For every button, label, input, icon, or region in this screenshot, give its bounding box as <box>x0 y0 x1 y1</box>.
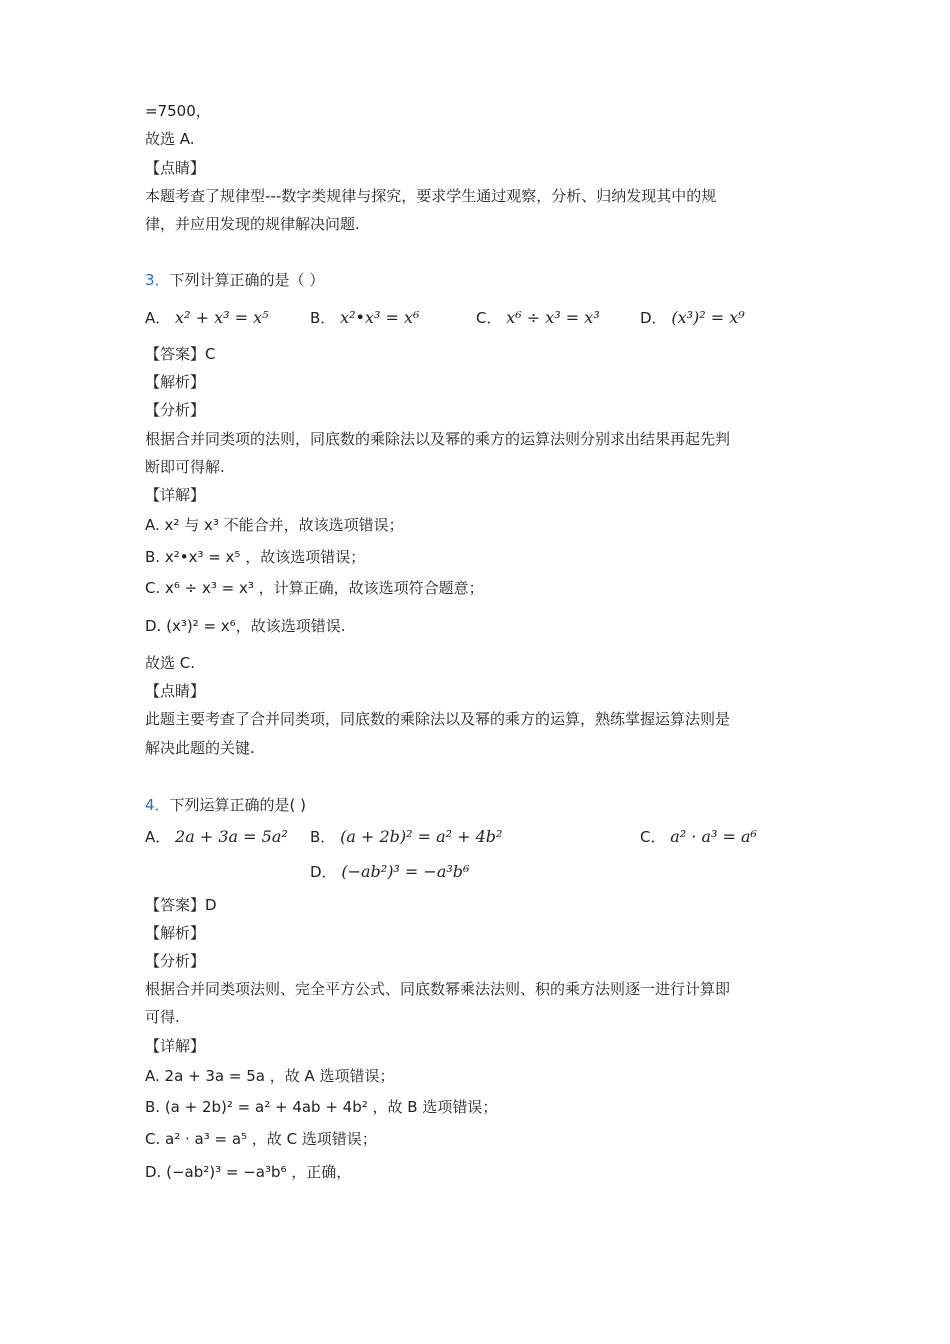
comment-tag: 【点睛】 <box>145 159 206 177</box>
fenxi-text: 断即可得解. <box>145 458 225 476</box>
option-formula: (a + 2b)² = a² + 4b² <box>340 827 503 846</box>
choose-line: 故选 C. <box>145 654 196 672</box>
option-d <box>640 306 745 330</box>
comment-text: 此题主要考查了合并同类项，同底数的乘除法以及幂的乘方的运算，熟练掌握运算法则是 <box>145 710 731 728</box>
option-label: A． <box>145 309 171 327</box>
option-b <box>310 306 419 330</box>
comment-text: 解决此题的关键. <box>145 739 255 757</box>
option-formula: x² + x³ = x⁵ <box>175 308 269 327</box>
option-formula: x⁶ ÷ x³ = x³ <box>506 308 600 327</box>
option-label: A． <box>145 828 171 846</box>
detail-b: B. (a + 2b)² = a² + 4ab + 4b² ，故 B 选项错误； <box>145 1098 498 1116</box>
option-c <box>476 306 600 330</box>
question-3-stem <box>145 269 324 291</box>
fenxi-tag: 【分析】 <box>145 952 206 970</box>
option-b <box>310 825 502 849</box>
option-label: B． <box>310 309 336 327</box>
detail-c: C. a² · a³ = a⁵ ，故 C 选项错误； <box>145 1130 377 1148</box>
fenxi-tag: 【分析】 <box>145 401 206 419</box>
detail-b: B. x²•x³ = x⁵ ，故该选项错误； <box>145 548 366 566</box>
option-label: C． <box>476 309 502 327</box>
question-text: 下列运算正确的是( ) <box>169 796 307 814</box>
analysis-tag: 【解析】 <box>145 924 206 942</box>
option-formula: (x³)² = x⁹ <box>671 308 745 327</box>
option-label: C． <box>640 828 666 846</box>
question-number: 3． <box>145 271 170 289</box>
question-text: 下列计算正确的是（ ） <box>169 271 325 289</box>
option-a <box>145 306 269 330</box>
detail-d: D. (−ab²)³ = −a³b⁶ ，正确， <box>145 1163 352 1181</box>
option-label: B． <box>310 828 336 846</box>
detail-a: A. 2a + 3a = 5a ，故 A 选项错误； <box>145 1067 395 1085</box>
answer-line: 【答案】D <box>145 896 217 914</box>
detail-tag: 【详解】 <box>145 1037 206 1055</box>
detail-a: A. x² 与 x³ 不能合并，故该选项错误； <box>145 516 404 534</box>
comment-text: 本题考查了规律型---数字类规律与探究，要求学生通过观察，分析、归纳发现其中的规 <box>145 187 717 205</box>
result-line: =7500， <box>145 102 211 120</box>
detail-c: C. x⁶ ÷ x³ = x³ ，计算正确，故该选项符合题意； <box>145 579 484 597</box>
answer-line: 【答案】C <box>145 345 216 363</box>
option-d <box>310 860 469 884</box>
option-formula: (−ab²)³ = −a³b⁶ <box>341 862 470 881</box>
comment-text: 律，并应用发现的规律解决问题. <box>145 215 360 233</box>
fenxi-text: 可得. <box>145 1008 180 1026</box>
question-number: 4． <box>145 796 170 814</box>
detail-tag: 【详解】 <box>145 486 206 504</box>
fenxi-text: 根据合并同类项的法则，同底数的乘除法以及幂的乘方的运算法则分别求出结果再起先判 <box>145 430 731 448</box>
comment-tag: 【点睛】 <box>145 682 206 700</box>
choose-line: 故选 A. <box>145 130 195 148</box>
option-formula: x²•x³ = x⁶ <box>340 308 420 327</box>
option-formula: a² · a³ = a⁶ <box>670 827 757 846</box>
detail-d: D. (x³)² = x⁶，故该选项错误. <box>145 617 346 635</box>
question-4-stem <box>145 794 306 816</box>
option-a <box>145 825 288 849</box>
fenxi-text: 根据合并同类项法则、完全平方公式、同底数幂乘法法则、积的乘方法则逐一进行计算即 <box>145 980 731 998</box>
option-label: D． <box>640 309 667 327</box>
option-label: D． <box>310 863 337 881</box>
option-formula: 2a + 3a = 5a² <box>175 827 288 846</box>
option-c <box>640 825 757 849</box>
analysis-tag: 【解析】 <box>145 373 206 391</box>
